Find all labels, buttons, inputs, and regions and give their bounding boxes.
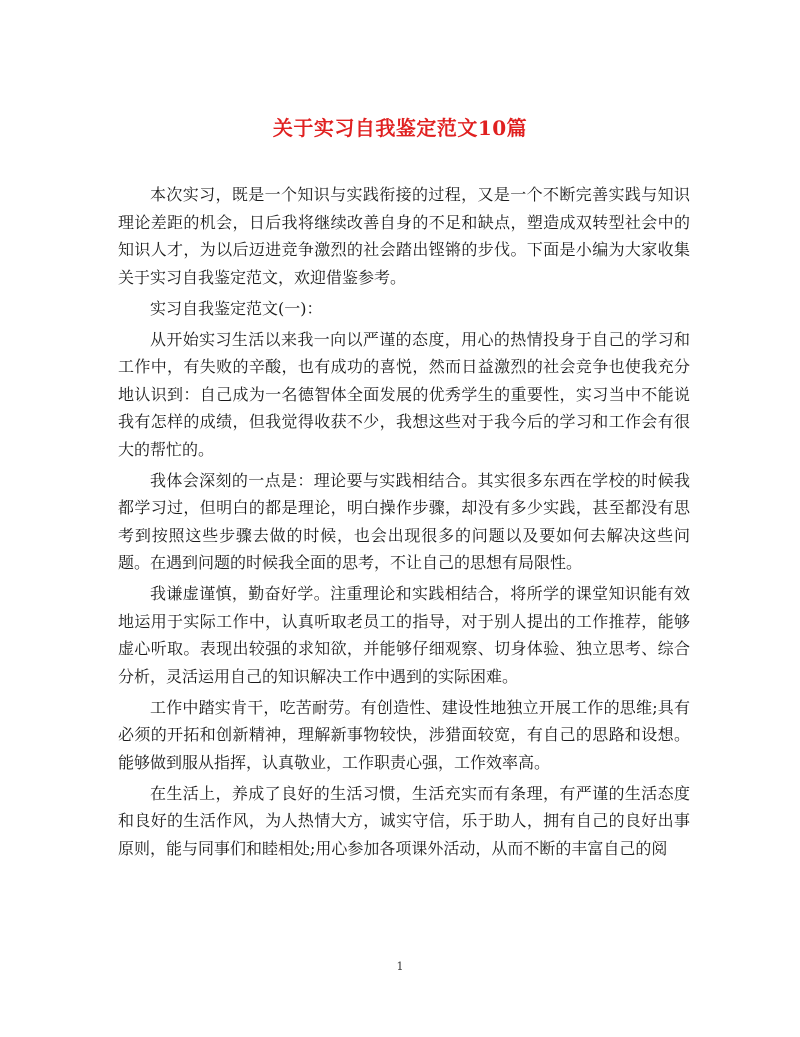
section-heading: 实习自我鉴定范文(一)： (150, 298, 323, 318)
body-paragraph: 从开始实习生活以来我一向以严谨的态度，用心的热情投身于自己的学习和工作中，有失败的辛酸，也有成功的喜悦，然而日益激烈的社会竞争也使我充分地认识到：自己成为一名德智体全面发展的优秀学生的重要性，实习当中不能说我有怎样的成绩，但我觉得收获不少，我想这些对于我今后的学习和工作会有很大的帮忙的。 (118, 329, 690, 459)
body-paragraph: 我体会深刻的一点是：理论要与实践相结合。其实很多东西在学校的时候我都学习过，但明白的都是理论，明白操作步骤，却没有多少实践，甚至都没有思考到按照这些步骤去做的时候，也会出现很多的问题以及要如何去解决这些问题。在遇到问题的时候我全面的思考，不让自己的思想有局限性。 (118, 470, 690, 572)
document-body (118, 181, 690, 866)
page-number: 1 (396, 960, 404, 973)
body-paragraph: 我谦虚谨慎，勤奋好学。注重理论和实践相结合，将所学的课堂知识能有效地运用于实际工作中，认真听取老员工的指导，对于别人提出的工作推荐，能够虚心听取。表现出较强的求知欲，并能够仔细观察、切身体验、独立思考、综合分析，灵活运用自己的知识解决工作中遇到的实际困难。 (118, 584, 690, 686)
intro-paragraph: 本次实习，既是一个知识与实践衔接的过程，又是一个不断完善实践与知识理论差距的机会，日后我将继续改善自身的不足和缺点，塑造成双转型社会中的知识人才，为以后迈进竞争激烈的社会踏出铿锵的步伐。下面是小编为大家收集关于实习自我鉴定范文，欢迎借鉴参考。 (118, 185, 690, 287)
body-paragraph: 在生活上，养成了良好的生活习惯，生活充实而有条理，有严谨的生活态度和良好的生活作风，为人热情大方，诚实守信，乐于助人，拥有自己的良好出事原则，能与同事们和睦相处;用心参加各项课外活动，从而不断的丰富自己的阅 (118, 783, 690, 858)
body-paragraph: 工作中踏实肯干，吃苦耐劳。有创造性、建设性地独立开展工作的思维;具有必须的开拓和创新精神，理解新事物较快，涉猎面较宽，有自己的思路和设想。能够做到服从指挥，认真敬业，工作职责心强，工作效率高。 (118, 697, 690, 772)
document-title: 关于实习自我鉴定范文10篇 (272, 116, 528, 140)
